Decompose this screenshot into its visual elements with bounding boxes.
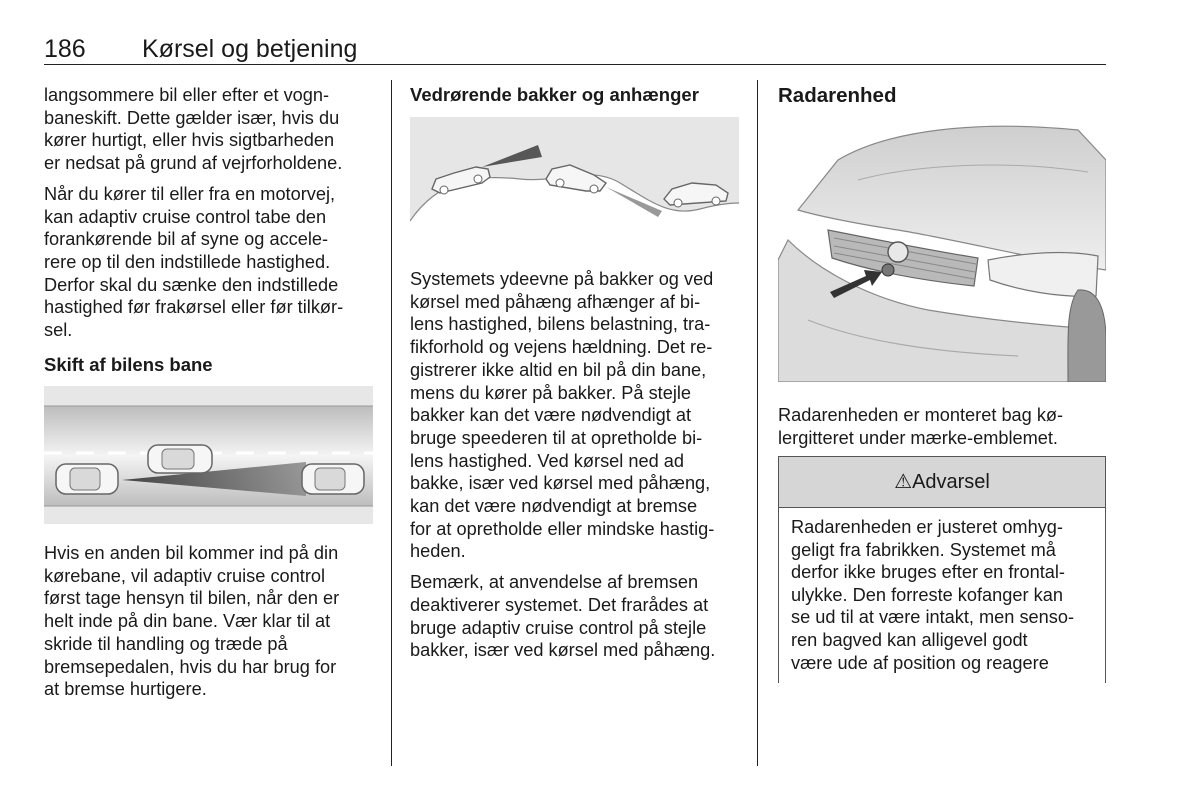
hills-svg [410, 117, 739, 250]
page-header [44, 34, 1106, 65]
warning-body [779, 508, 1105, 674]
column-divider-2 [757, 80, 758, 766]
paragraph: Når du kører til eller fra en motorvej, kan adaptiv cruise control tabe den forankørende bil af syne og accele- rere op til den indstillede hastighed. Derfor skal du sænke den indstillede hastighed før frakørsel eller før tilkør- sel. [44, 183, 344, 341]
emblem-icon [888, 242, 908, 262]
hills-illustration [410, 117, 739, 250]
radar-sensor-icon [882, 264, 894, 276]
page-number: 186 [44, 35, 86, 63]
paragraph: Radarenheden er monteret bag kø- lergitteret under mærke-emblemet. [778, 405, 1064, 448]
section-heading-hills: Vedrørende bakker og anhænger [410, 84, 699, 105]
lead-car-icon [302, 464, 364, 494]
car-front-svg [778, 120, 1106, 382]
warning-triangle-icon: ⚠ [894, 471, 913, 493]
merging-car-icon [148, 445, 212, 473]
warning-title: Advarsel [912, 471, 990, 493]
column-divider-1 [391, 80, 392, 766]
warning-box [778, 456, 1106, 683]
warning-header [779, 457, 1105, 508]
warning-text: Radarenheden er justeret omhyg- geligt fra fabrikken. Systemet må derfor ikke bruges efter en frontal- ulykke. Den forreste kofanger kan se ud til at være intakt, men senso- ren bagved kan alligevel godt være ude af position og reagere [791, 517, 1075, 673]
chapter-title: Kørsel og betjening [142, 35, 358, 63]
paragraph: Hvis en anden bil kommer ind på din kørebane, vil adaptiv cruise control først tage hensyn til bilen, når den er helt inde på din bane. Vær klar til at skride til handling og træde på bremsepedalen, hvis du har brug for at bremse hurtigere. [44, 543, 340, 700]
paragraph: Systemets ydeevne på bakker og ved kørsel med påhæng afhænger af bi- lens hastighed, bilens belastning, tra- fikforhold og vejens hældning. Det re- gistrerer ikke altid en bil på din bane, mens du kører på bakker. På stejle bakker kan det være nødvendigt at bruge speederen til at opretholde bi- lens hastighed. Ved kørsel ned ad bakke, især ved kørsel med påhæng, kan det være nødvendigt at bremse for at opretholde eller mindske hastig- heden. [410, 269, 715, 562]
paragraph: Bemærk, at anvendelse af bremsen deaktiverer systemet. Det frarådes at bruge adaptiv cruise control på stejle bakker, især ved kørsel med påhæng. [410, 572, 716, 661]
radar-unit-illustration [778, 120, 1106, 382]
lane-change-illustration [44, 386, 373, 524]
lane-change-svg [44, 386, 373, 524]
column-2-body [410, 268, 745, 662]
section-heading-lane-change: Skift af bilens bane [44, 354, 213, 375]
paragraph: langsommere bil eller efter et vogn- baneskift. Dette gælder især, hvis du kører hurtigt, eller hvis sigtbarheden er nedsat på grund af vejrforholdene. [44, 85, 343, 174]
own-car-icon [56, 464, 118, 494]
section-heading-radar-unit: Radarenhed [778, 84, 897, 107]
column-3-body [778, 404, 1104, 449]
column-1-top [44, 84, 379, 342]
column-1-bottom [44, 542, 379, 701]
